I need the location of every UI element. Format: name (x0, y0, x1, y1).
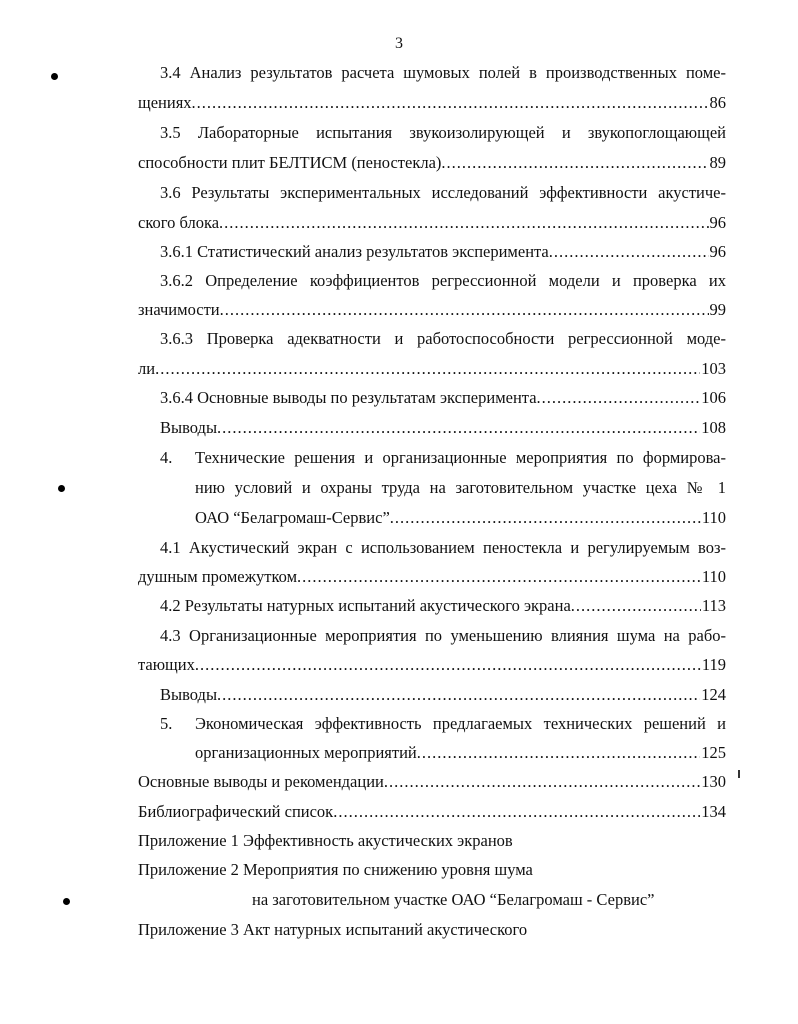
toc-entry-3-6-3-line1: 3.6.3 Проверка адекватности и работоспособности регрессионной моде- (160, 329, 726, 348)
toc-entry-4-line1: 4. Технические решения и организационные мероприятия по формирова- (160, 448, 726, 467)
toc-entry-conclusions-3: Выводы ..... 108 (160, 417, 726, 439)
toc-entry-4-line3: ОАО “Белагромаш-Сервис” ..... 110 (195, 507, 726, 529)
dot-leader (384, 771, 700, 793)
binder-hole-mark (51, 73, 58, 80)
chapter-number: 4. (160, 448, 173, 467)
dot-leader (297, 566, 701, 588)
toc-page-ref: 119 (701, 655, 726, 674)
toc-page-ref: 125 (701, 743, 726, 762)
toc-page-ref: 89 (709, 153, 726, 172)
dot-leader (333, 801, 700, 823)
toc-page-ref: 99 (709, 300, 726, 319)
toc-page-ref: 103 (701, 359, 726, 378)
toc-page-ref: 108 (701, 418, 726, 437)
scan-mark (738, 770, 740, 778)
toc-page-ref: 86 (709, 93, 726, 112)
toc-page-ref: 134 (701, 802, 726, 821)
toc-entry-3-6-line1: 3.6 Результаты экспериментальных исследований эффективности акустиче- (160, 183, 726, 202)
toc-entry-3-6-3-line2: ли ..... 103 (138, 358, 726, 380)
dot-leader (390, 507, 701, 529)
chapter-number: 5. (160, 714, 173, 733)
dot-leader (220, 299, 709, 321)
dot-leader (195, 654, 701, 676)
toc-page-ref: 110 (701, 508, 726, 527)
toc-page-ref: 113 (701, 596, 726, 615)
binder-hole-mark (58, 485, 65, 492)
toc-entry-3-4-line2: щениях ..... 86 (138, 92, 726, 114)
dot-leader (217, 417, 700, 439)
page-number: 3 (395, 35, 403, 52)
toc-entry-4-3-line2: тающих ..... 119 (138, 654, 726, 676)
toc-entry-3-5-line2: способности плит БЕЛТИСМ (пеностекла) ..... 89 (138, 152, 726, 174)
toc-page-ref: 124 (701, 685, 726, 704)
toc-page-ref: 96 (709, 213, 726, 232)
toc-page-ref: 130 (701, 772, 726, 791)
toc-entry-4-3-line1: 4.3 Организационные мероприятия по уменьшению влияния шума на рабо- (160, 626, 726, 645)
binder-hole-mark (63, 898, 70, 905)
toc-entry-3-6-4: 3.6.4 Основные выводы по результатам эксперимента ..... 106 (160, 387, 726, 409)
dot-leader (219, 212, 708, 234)
toc-entry-bibliography: Библиографический список ..... 134 (138, 801, 726, 823)
dot-leader (155, 358, 700, 380)
toc-entry-5-line1: 5. Экономическая эффективность предлагаемых технических решений и (160, 714, 726, 733)
toc-entry-4-1-line2: душным промежутком ..... 110 (138, 566, 726, 588)
dot-leader (217, 684, 700, 706)
dot-leader (192, 92, 709, 114)
dot-leader (571, 595, 701, 617)
toc-entry-3-4-line1: 3.4 Анализ результатов расчета шумовых полей в производственных поме- (160, 63, 726, 82)
dot-leader (549, 241, 709, 263)
toc-page-ref: 110 (701, 567, 726, 586)
toc-entry-4-2: 4.2 Результаты натурных испытаний акустического экрана ..... 113 (160, 595, 726, 617)
toc-entry-appendix-2-line1: Приложение 2 Мероприятия по снижению уровня шума (138, 860, 533, 879)
dot-leader (537, 387, 701, 409)
toc-entry-appendix-2-line2: на заготовительном участке ОАО “Белагромаш - Сервис” (252, 890, 655, 909)
dot-leader (417, 742, 700, 764)
toc-page-ref: 106 (701, 388, 726, 407)
toc-entry-3-6-2-line1: 3.6.2 Определение коэффициентов регрессионной модели и проверка их (160, 271, 726, 290)
toc-entry-3-6-1: 3.6.1 Статистический анализ результатов эксперимента ..... 96 (160, 241, 726, 263)
toc-entry-main-conclusions: Основные выводы и рекомендации ..... 130 (138, 771, 726, 793)
toc-entry-4-line2: нию условий и охраны труда на заготовительном участке цеха № 1 (195, 478, 726, 497)
toc-entry-3-6-2-line2: значимости ..... 99 (138, 299, 726, 321)
toc-entry-conclusions-4: Выводы ..... 124 (160, 684, 726, 706)
toc-entry-4-1-line1: 4.1 Акустический экран с использованием пеностекла и регулируемым воз- (160, 538, 726, 557)
toc-entry-5-line2: организационных мероприятий ..... 125 (195, 742, 726, 764)
toc-entry-appendix-3: Приложение 3 Акт натурных испытаний акустического (138, 920, 528, 939)
toc-entry-3-6-line2: ского блока ..... 96 (138, 212, 726, 234)
toc-entry-appendix-1: Приложение 1 Эффективность акустических экранов (138, 831, 513, 850)
toc-page-ref: 96 (709, 242, 726, 261)
dot-leader (441, 152, 708, 174)
toc-entry-3-5-line1: 3.5 Лабораторные испытания звукоизолирующей и звукопоглощающей (160, 123, 726, 142)
